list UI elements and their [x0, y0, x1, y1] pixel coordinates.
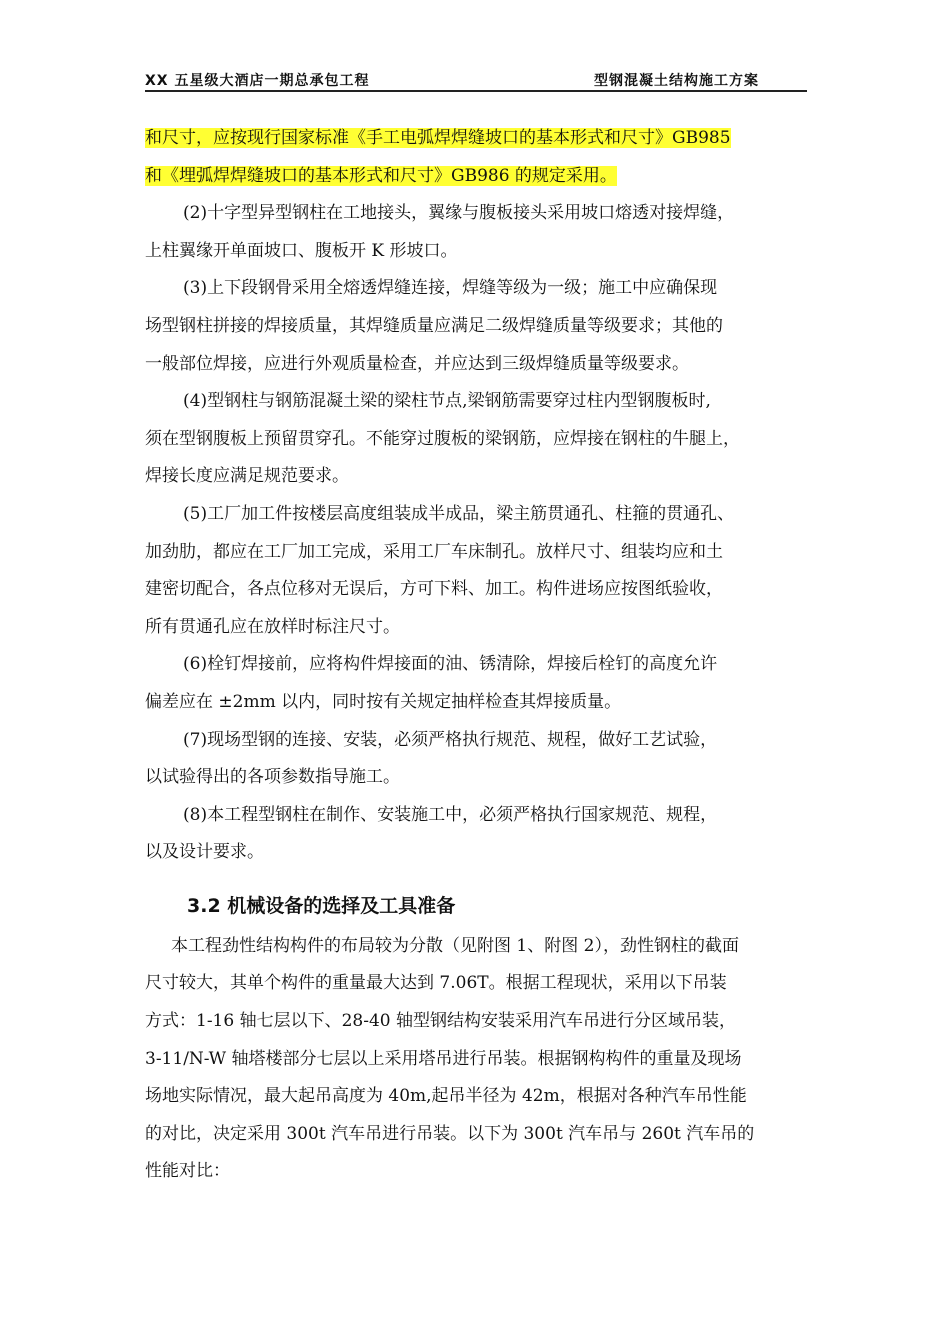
highlighted-text: 和《埋弧焊焊缝坡口的基本形式和尺寸》GB986 的规定采用。	[145, 165, 617, 186]
paragraph-line	[145, 158, 810, 196]
paragraph-line: 以及设计要求。	[145, 842, 264, 863]
paragraph-line: 焊接长度应满足规范要求。	[145, 466, 349, 487]
section-heading: 3.2 机械设备的选择及工具准备	[187, 894, 456, 917]
paragraph-line: (2)十字型异型钢柱在工地接头，翼缘与腹板接头采用坡口熔透对接焊缝，	[183, 203, 735, 224]
paragraph-line	[145, 120, 810, 158]
paragraph-line: 3-11/N-W 轴塔楼部分七层以上采用塔吊进行吊装。根据钢构构件的重量及现场	[145, 1048, 742, 1069]
highlighted-text: 和尺寸，应按现行国家标准《手工电弧焊焊缝坡口的基本形式和尺寸》GB985	[145, 128, 731, 148]
paragraph-line: 场地实际情况，最大起吊高度为 40m,起吊半径为 42m，根据对各种汽车吊性能	[145, 1086, 747, 1107]
paragraph-line: 以试验得出的各项参数指导施工。	[145, 767, 400, 788]
paragraph-line: 方式：1-16 轴七层以下、28-40 轴型钢结构安装采用汽车吊进行分区域吊装，	[145, 1011, 737, 1032]
paragraph-line: (4)型钢柱与钢筋混凝土梁的梁柱节点,梁钢筋需要穿过柱内型钢腹板时,	[183, 391, 711, 412]
paragraph-line: (5)工厂加工件按楼层高度组装成半成品，梁主筋贯通孔、柱箍的贯通孔、	[183, 503, 735, 524]
paragraph-line: (3)上下段钢骨采用全熔透焊缝连接，焊缝等级为一级；施工中应确保现	[183, 278, 718, 299]
paragraph-line: 一般部位焊接，应进行外观质量检查，并应达到三级焊缝质量等级要求。	[145, 353, 689, 374]
paragraph-line: 偏差应在 ±2mm 以内，同时按有关规定抽样检查其焊接质量。	[145, 691, 622, 712]
paragraph-line: 须在型钢腹板上预留贯穿孔。不能穿过腹板的梁钢筋，应焊接在钢柱的牛腿上，	[145, 428, 740, 449]
paragraph-line: 上柱翼缘开单面坡口、腹板开 K 形坡口。	[145, 240, 458, 261]
paragraph-line: (6)栓钉焊接前，应将构件焊接面的油、锈清除，焊接后栓钉的高度允许	[183, 654, 718, 675]
page-header	[145, 68, 807, 92]
paragraph-line: 所有贯通孔应在放样时标注尺寸。	[145, 616, 400, 637]
paragraph-line: 的对比，决定采用 300t 汽车吊进行吊装。以下为 300t 汽车吊与 260t 汽车吊的	[145, 1123, 755, 1144]
paragraph-line: 本工程劲性结构构件的布局较为分散（见附图 1、附图 2），劲性钢柱的截面	[171, 935, 739, 956]
document-body	[145, 120, 810, 1191]
header-project-title: XX 五星级大酒店一期总承包工程	[145, 73, 370, 89]
paragraph-line: 性能对比：	[145, 1161, 230, 1182]
paragraph-line: (8)本工程型钢柱在制作、安装施工中，必须严格执行国家规范、规程，	[183, 804, 718, 825]
header-document-title: 型钢混凝土结构施工方案	[594, 73, 759, 89]
paragraph-line: 尺寸较大，其单个构件的重量最大达到 7.06T。根据工程现状，采用以下吊装	[145, 973, 727, 994]
paragraph-line: 场型钢柱拼接的焊接质量，其焊缝质量应满足二级焊缝质量等级要求；其他的	[145, 315, 723, 336]
paragraph-line: (7)现场型钢的连接、安装，必须严格执行规范、规程，做好工艺试验，	[183, 729, 718, 750]
paragraph-line: 建密切配合，各点位移对无误后，方可下料、加工。构件进场应按图纸验收，	[145, 579, 723, 600]
paragraph-line: 加劲肋，都应在工厂加工完成，采用工厂车床制孔。放样尺寸、组装均应和土	[145, 541, 723, 562]
